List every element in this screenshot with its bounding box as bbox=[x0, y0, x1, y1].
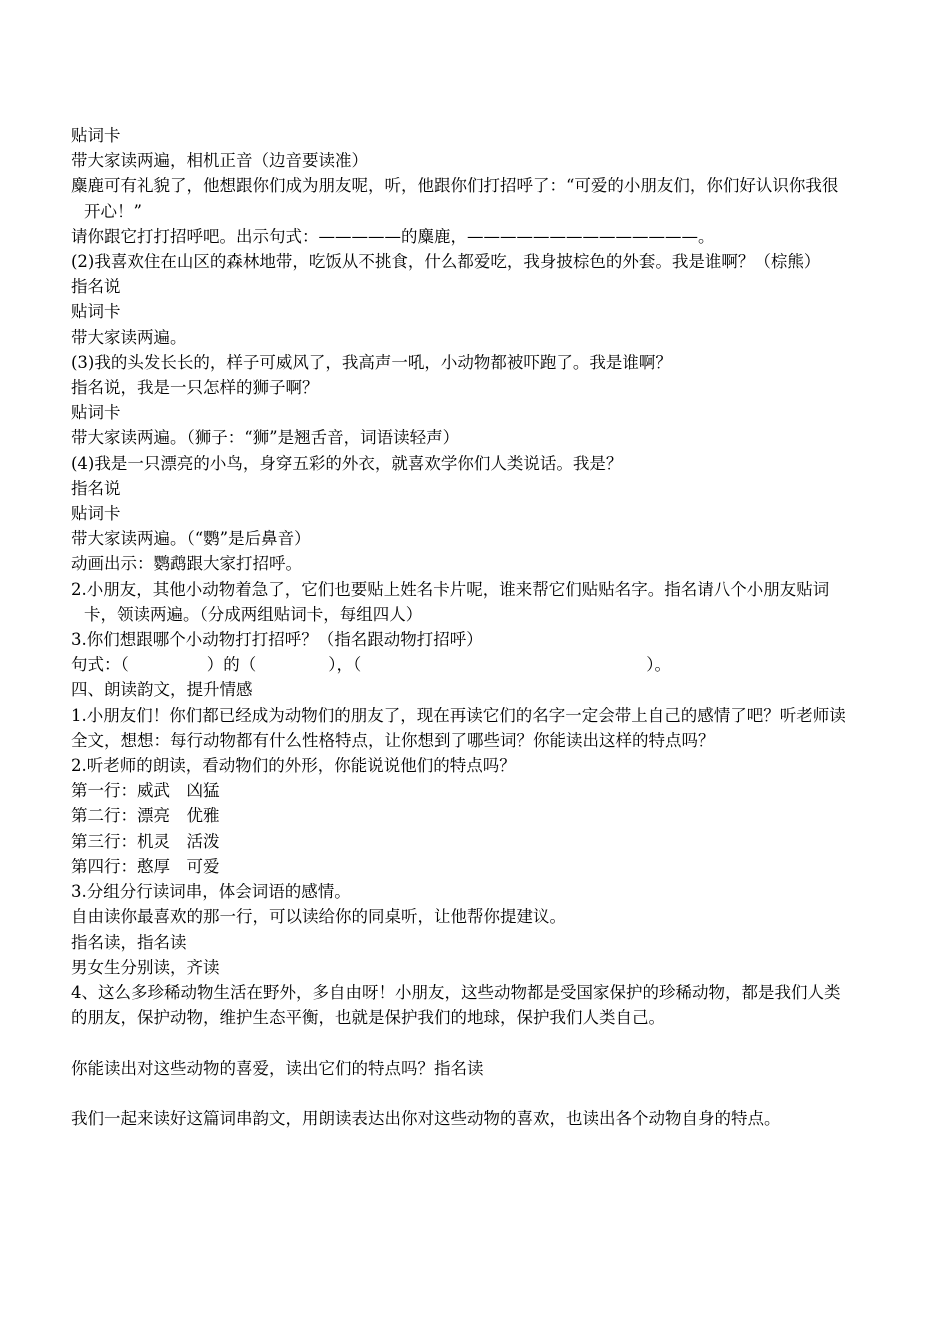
text-paragraph: 1.小朋友们！你们都已经成为动物们的朋友了，现在再读它们的名字一定会带上自己的感情了吧？听老师读全文，想想：每行动物都有什么性格特点，让你想到了哪些词？你能读出这样的特点吗？ bbox=[71, 705, 846, 750]
pattern-label: 句式： bbox=[71, 655, 121, 675]
text-paragraph: 2.小朋友，其他小动物着急了，它们也要贴上姓名卡片呢，谁来帮它们贴贴名字。指名请八个小朋友贴词卡，领读两遍。（分成两组贴词卡，每组四人） bbox=[71, 579, 830, 624]
blank-line bbox=[71, 1030, 850, 1055]
text-line: 第三行：机灵 活泼 bbox=[71, 831, 220, 851]
text-paragraph: (2)我喜欢住在山区的森林地带，吃饭从不挑食，什么都爱吃，我身披棕色的外套。我是谁啊？（棕熊） bbox=[71, 252, 821, 272]
text-line: 指名读，指名读 bbox=[71, 932, 187, 952]
pattern-close: ），（ bbox=[328, 655, 362, 675]
text-line: 第四行：憨厚 可爱 bbox=[71, 856, 220, 876]
pattern-close: ）的（ bbox=[206, 655, 257, 675]
text-line: (3)我的头发长长的，样子可威风了，我高声一吼，小动物都被吓跑了。我是谁啊？ bbox=[71, 352, 672, 372]
text-line: 带大家读两遍。（狮子：“狮”是翘舌音，词语读轻声） bbox=[71, 428, 460, 448]
section-heading: 四、朗读韵文，提升情感 bbox=[71, 680, 253, 700]
text-paragraph: 麋鹿可有礼貌了，他想跟你们成为朋友呢，听，他跟你们打招呼了：“可爱的小朋友们，你们好认识你我很开心！” bbox=[71, 176, 839, 221]
pattern-close: ）。 bbox=[646, 655, 671, 675]
sentence-pattern bbox=[71, 652, 850, 677]
text-line: 带大家读两遍。（“鹦”是后鼻音） bbox=[71, 529, 311, 549]
text-line: 指名说 bbox=[71, 277, 121, 297]
text-line: 指名说，我是一只怎样的狮子啊？ bbox=[71, 378, 319, 398]
pattern-open: （ bbox=[120, 655, 129, 675]
text-line: 带大家读两遍。 bbox=[71, 327, 187, 347]
text-paragraph: 4、这么多珍稀动物生活在野外，多自由呀！小朋友，这些动物都是受国家保护的珍稀动物，都是我们人类的朋友，保护动物，维护生态平衡，也就是保护我们的地球，保护我们人类自己。 bbox=[71, 982, 841, 1028]
text-line: 动画出示：鹦鹉跟大家打招呼。 bbox=[71, 554, 302, 574]
blank-line bbox=[71, 1081, 850, 1106]
text-paragraph: 我们一起来读好这篇词串韵文，用朗读表达出你对这些动物的喜欢，也读出各个动物自身的特点。 bbox=[71, 1108, 781, 1128]
text-line: 你能读出对这些动物的喜爱，读出它们的特点吗？指名读 bbox=[71, 1058, 484, 1078]
text-line: 贴词卡 bbox=[71, 403, 121, 423]
text-line: 自由读你最喜欢的那一行，可以读给你的同桌听，让他帮你提建议。 bbox=[71, 907, 566, 927]
text-line: 带大家读两遍，相机正音（边音要读准） bbox=[71, 151, 368, 171]
text-line: 指名说 bbox=[71, 478, 121, 498]
text-line: 第二行：漂亮 优雅 bbox=[71, 806, 220, 826]
text-line: (4)我是一只漂亮的小鸟，身穿五彩的外衣，就喜欢学你们人类说话。我是？ bbox=[71, 453, 623, 473]
text-line: 贴词卡 bbox=[71, 126, 121, 145]
text-line: 3.你们想跟哪个小动物打打招呼？（指名跟动物打招呼） bbox=[71, 630, 483, 650]
text-line: 男女生分别读，齐读 bbox=[71, 957, 220, 977]
text-line: 贴词卡 bbox=[71, 302, 121, 322]
text-line: 2.听老师的朗读，看动物们的外形，你能说说他们的特点吗？ bbox=[71, 756, 516, 776]
text-line: 第一行：威武 凶猛 bbox=[71, 781, 220, 801]
text-line: 3.分组分行读词串，体会词语的感情。 bbox=[71, 882, 351, 902]
text-line: 贴词卡 bbox=[71, 504, 121, 524]
text-line: 请你跟它打打招呼吧。出示句式：—————的麋鹿，——————————————。 bbox=[71, 226, 715, 246]
